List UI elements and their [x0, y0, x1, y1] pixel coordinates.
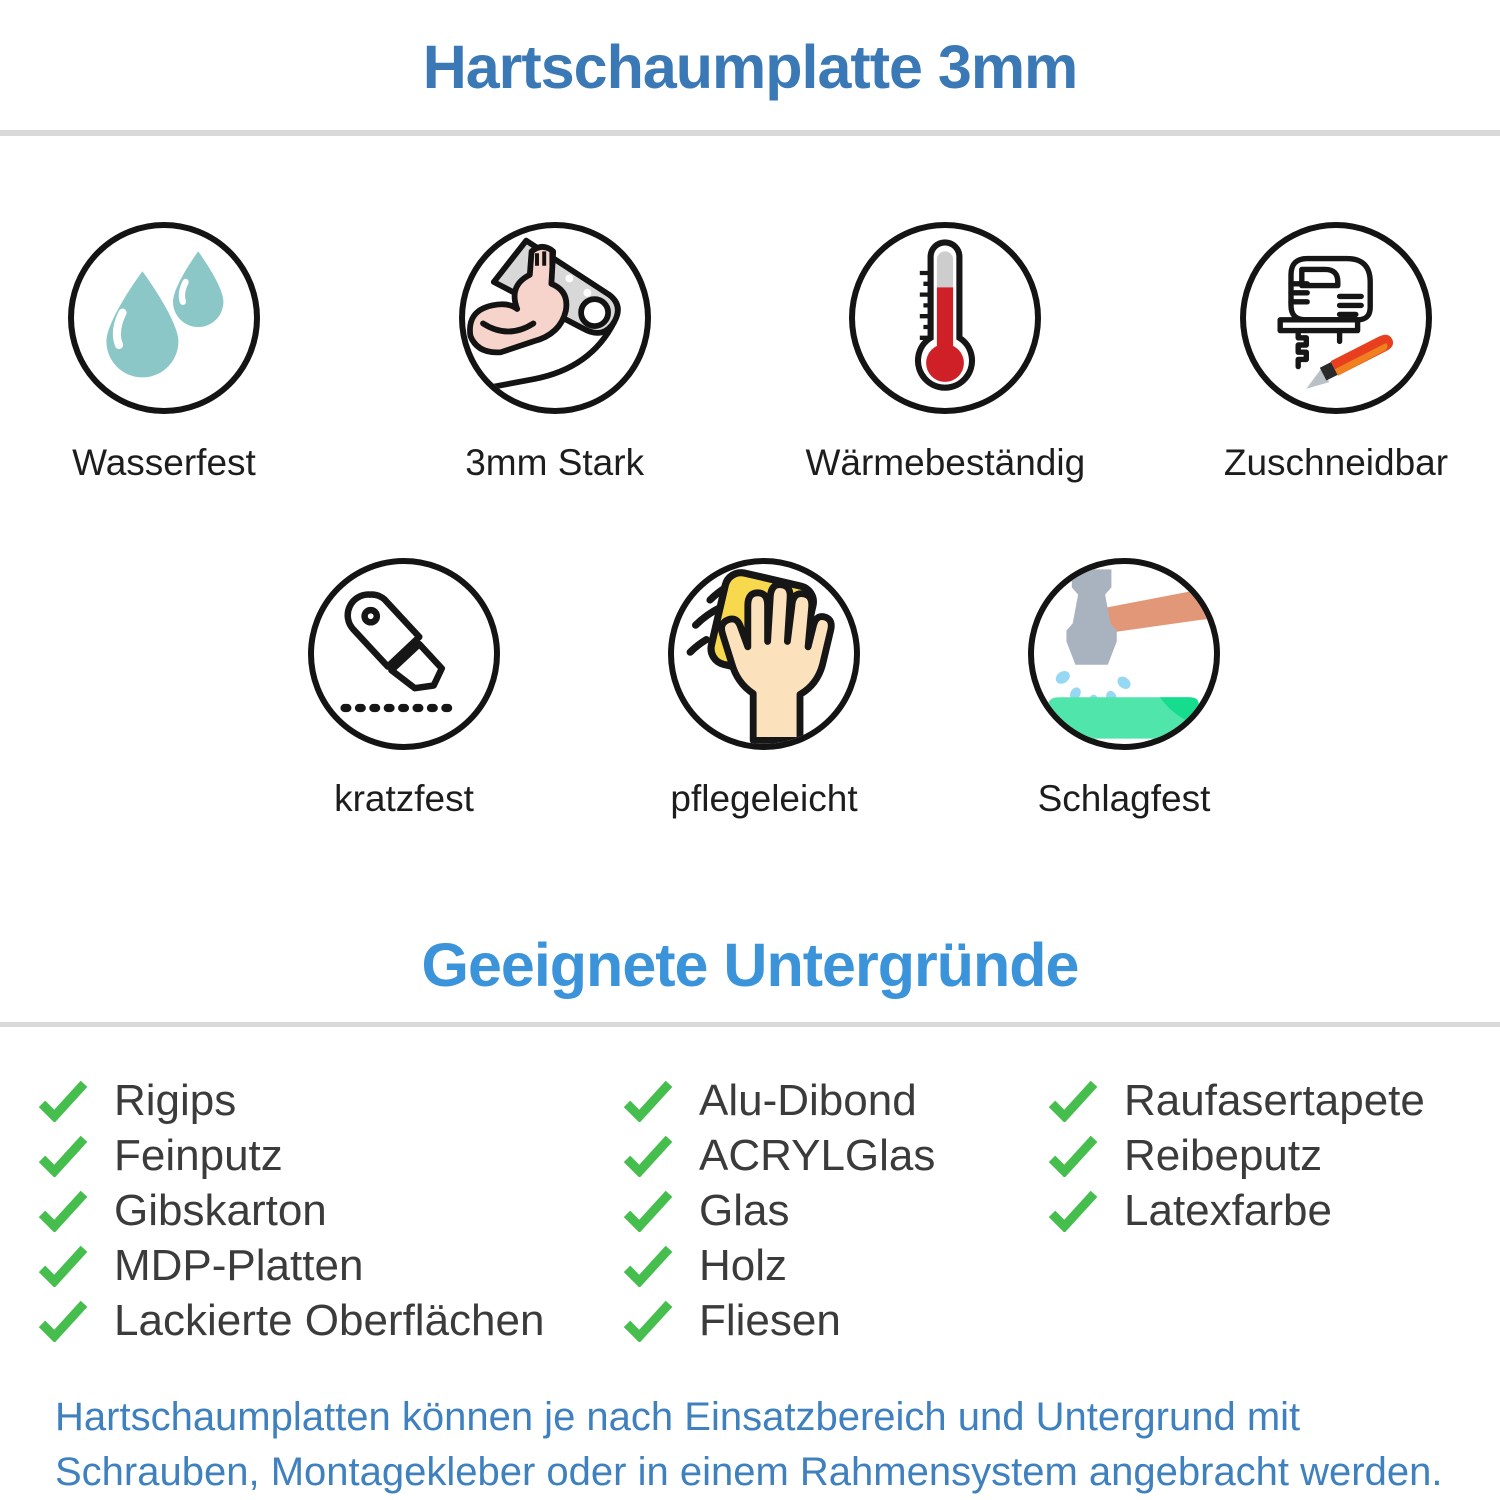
feature-schlagfest — [988, 558, 1260, 820]
mounting-note — [0, 1390, 1500, 1500]
mounting-note-line: Schrauben, Montagekleber oder in einem Rahmensystem angebracht werden. — [55, 1450, 1443, 1494]
check-icon — [1048, 1190, 1098, 1232]
feature-icon-circle — [1240, 222, 1432, 414]
feature-icon-circle — [308, 558, 500, 750]
feature-label: kratzfest — [334, 777, 474, 819]
divider — [0, 1022, 1500, 1028]
feature-row-1 — [0, 222, 1500, 484]
check-icon — [38, 1190, 88, 1232]
surface-label: Rigips — [114, 1075, 237, 1125]
mounting-note-line: Hartschaumplatten können je nach Einsatzbereich und Untergrund mit — [55, 1395, 1301, 1439]
flex-arm-icon — [465, 228, 645, 408]
water-drops-icon — [74, 228, 254, 408]
check-icon — [38, 1135, 88, 1177]
check-icon — [38, 1300, 88, 1342]
surface-item — [1048, 1128, 1425, 1183]
check-icon — [38, 1245, 88, 1287]
check-icon — [623, 1245, 673, 1287]
page-title: Hartschaumplatte 3mm — [422, 33, 1078, 101]
surface-label: Alu-Dibond — [699, 1075, 917, 1125]
divider — [0, 130, 1500, 136]
feature-icon-circle — [68, 222, 260, 414]
surface-item — [38, 1128, 623, 1183]
surfaces-column-3 — [1048, 1073, 1425, 1348]
surface-label: Reibeputz — [1124, 1130, 1323, 1180]
feature-pflegeleicht — [628, 558, 900, 820]
surface-item — [623, 1073, 1048, 1128]
surface-item — [38, 1073, 623, 1128]
surface-item — [38, 1238, 623, 1293]
utility-knife-icon — [314, 564, 494, 744]
check-icon — [1048, 1080, 1098, 1122]
surface-label: Raufasertapete — [1124, 1075, 1425, 1125]
surface-label: ACRYLGlas — [699, 1130, 936, 1180]
feature-zuschneidbar — [1200, 222, 1472, 484]
feature-icon-circle — [459, 222, 651, 414]
feature-label: Zuschneidbar — [1223, 441, 1449, 483]
check-icon — [1048, 1135, 1098, 1177]
feature-label: Wasserfest — [72, 441, 256, 483]
surface-item — [38, 1183, 623, 1238]
feature-3mm-stark — [419, 222, 691, 484]
surface-item — [623, 1183, 1048, 1238]
check-icon — [623, 1135, 673, 1177]
surface-item — [623, 1238, 1048, 1293]
feature-label: Wärmebeständig — [805, 441, 1086, 483]
feature-row-2 — [28, 558, 1500, 820]
feature-wasserfest — [28, 222, 300, 484]
surface-label: Glas — [699, 1185, 790, 1235]
hammer-icon — [1034, 564, 1214, 744]
feature-icon-circle — [1028, 558, 1220, 750]
feature-label: pflegeleicht — [670, 777, 858, 819]
feature-label: 3mm Stark — [465, 441, 645, 483]
surface-label: Fliesen — [699, 1295, 841, 1345]
feature-kratzfest — [268, 558, 540, 820]
surface-label: Lackierte Oberflächen — [114, 1295, 545, 1345]
feature-icon-circle — [668, 558, 860, 750]
feature-icon-circle — [849, 222, 1041, 414]
surfaces-column-1 — [38, 1073, 623, 1348]
surface-label: Gibskarton — [114, 1185, 327, 1235]
check-icon — [623, 1080, 673, 1122]
wipe-hand-icon — [674, 564, 854, 744]
surface-item — [1048, 1183, 1425, 1238]
surface-label: Feinputz — [114, 1130, 283, 1180]
check-icon — [38, 1080, 88, 1122]
surface-item — [623, 1128, 1048, 1183]
surfaces-title: Geeignete Untergründe — [421, 930, 1079, 999]
jigsaw-knife-icon — [1246, 228, 1426, 408]
check-icon — [623, 1300, 673, 1342]
surface-label: Latexfarbe — [1124, 1185, 1332, 1235]
surfaces-checklist — [0, 1073, 1500, 1348]
surface-label: Holz — [699, 1240, 788, 1290]
surface-item — [1048, 1073, 1425, 1128]
surface-item — [38, 1293, 623, 1348]
check-icon — [623, 1190, 673, 1232]
surface-label: MDP-Platten — [114, 1240, 364, 1290]
surfaces-column-2 — [623, 1073, 1048, 1348]
feature-label: Schlagfest — [1037, 777, 1211, 819]
feature-waermebestaendig — [805, 222, 1086, 484]
thermometer-icon — [855, 228, 1035, 408]
surface-item — [623, 1293, 1048, 1348]
